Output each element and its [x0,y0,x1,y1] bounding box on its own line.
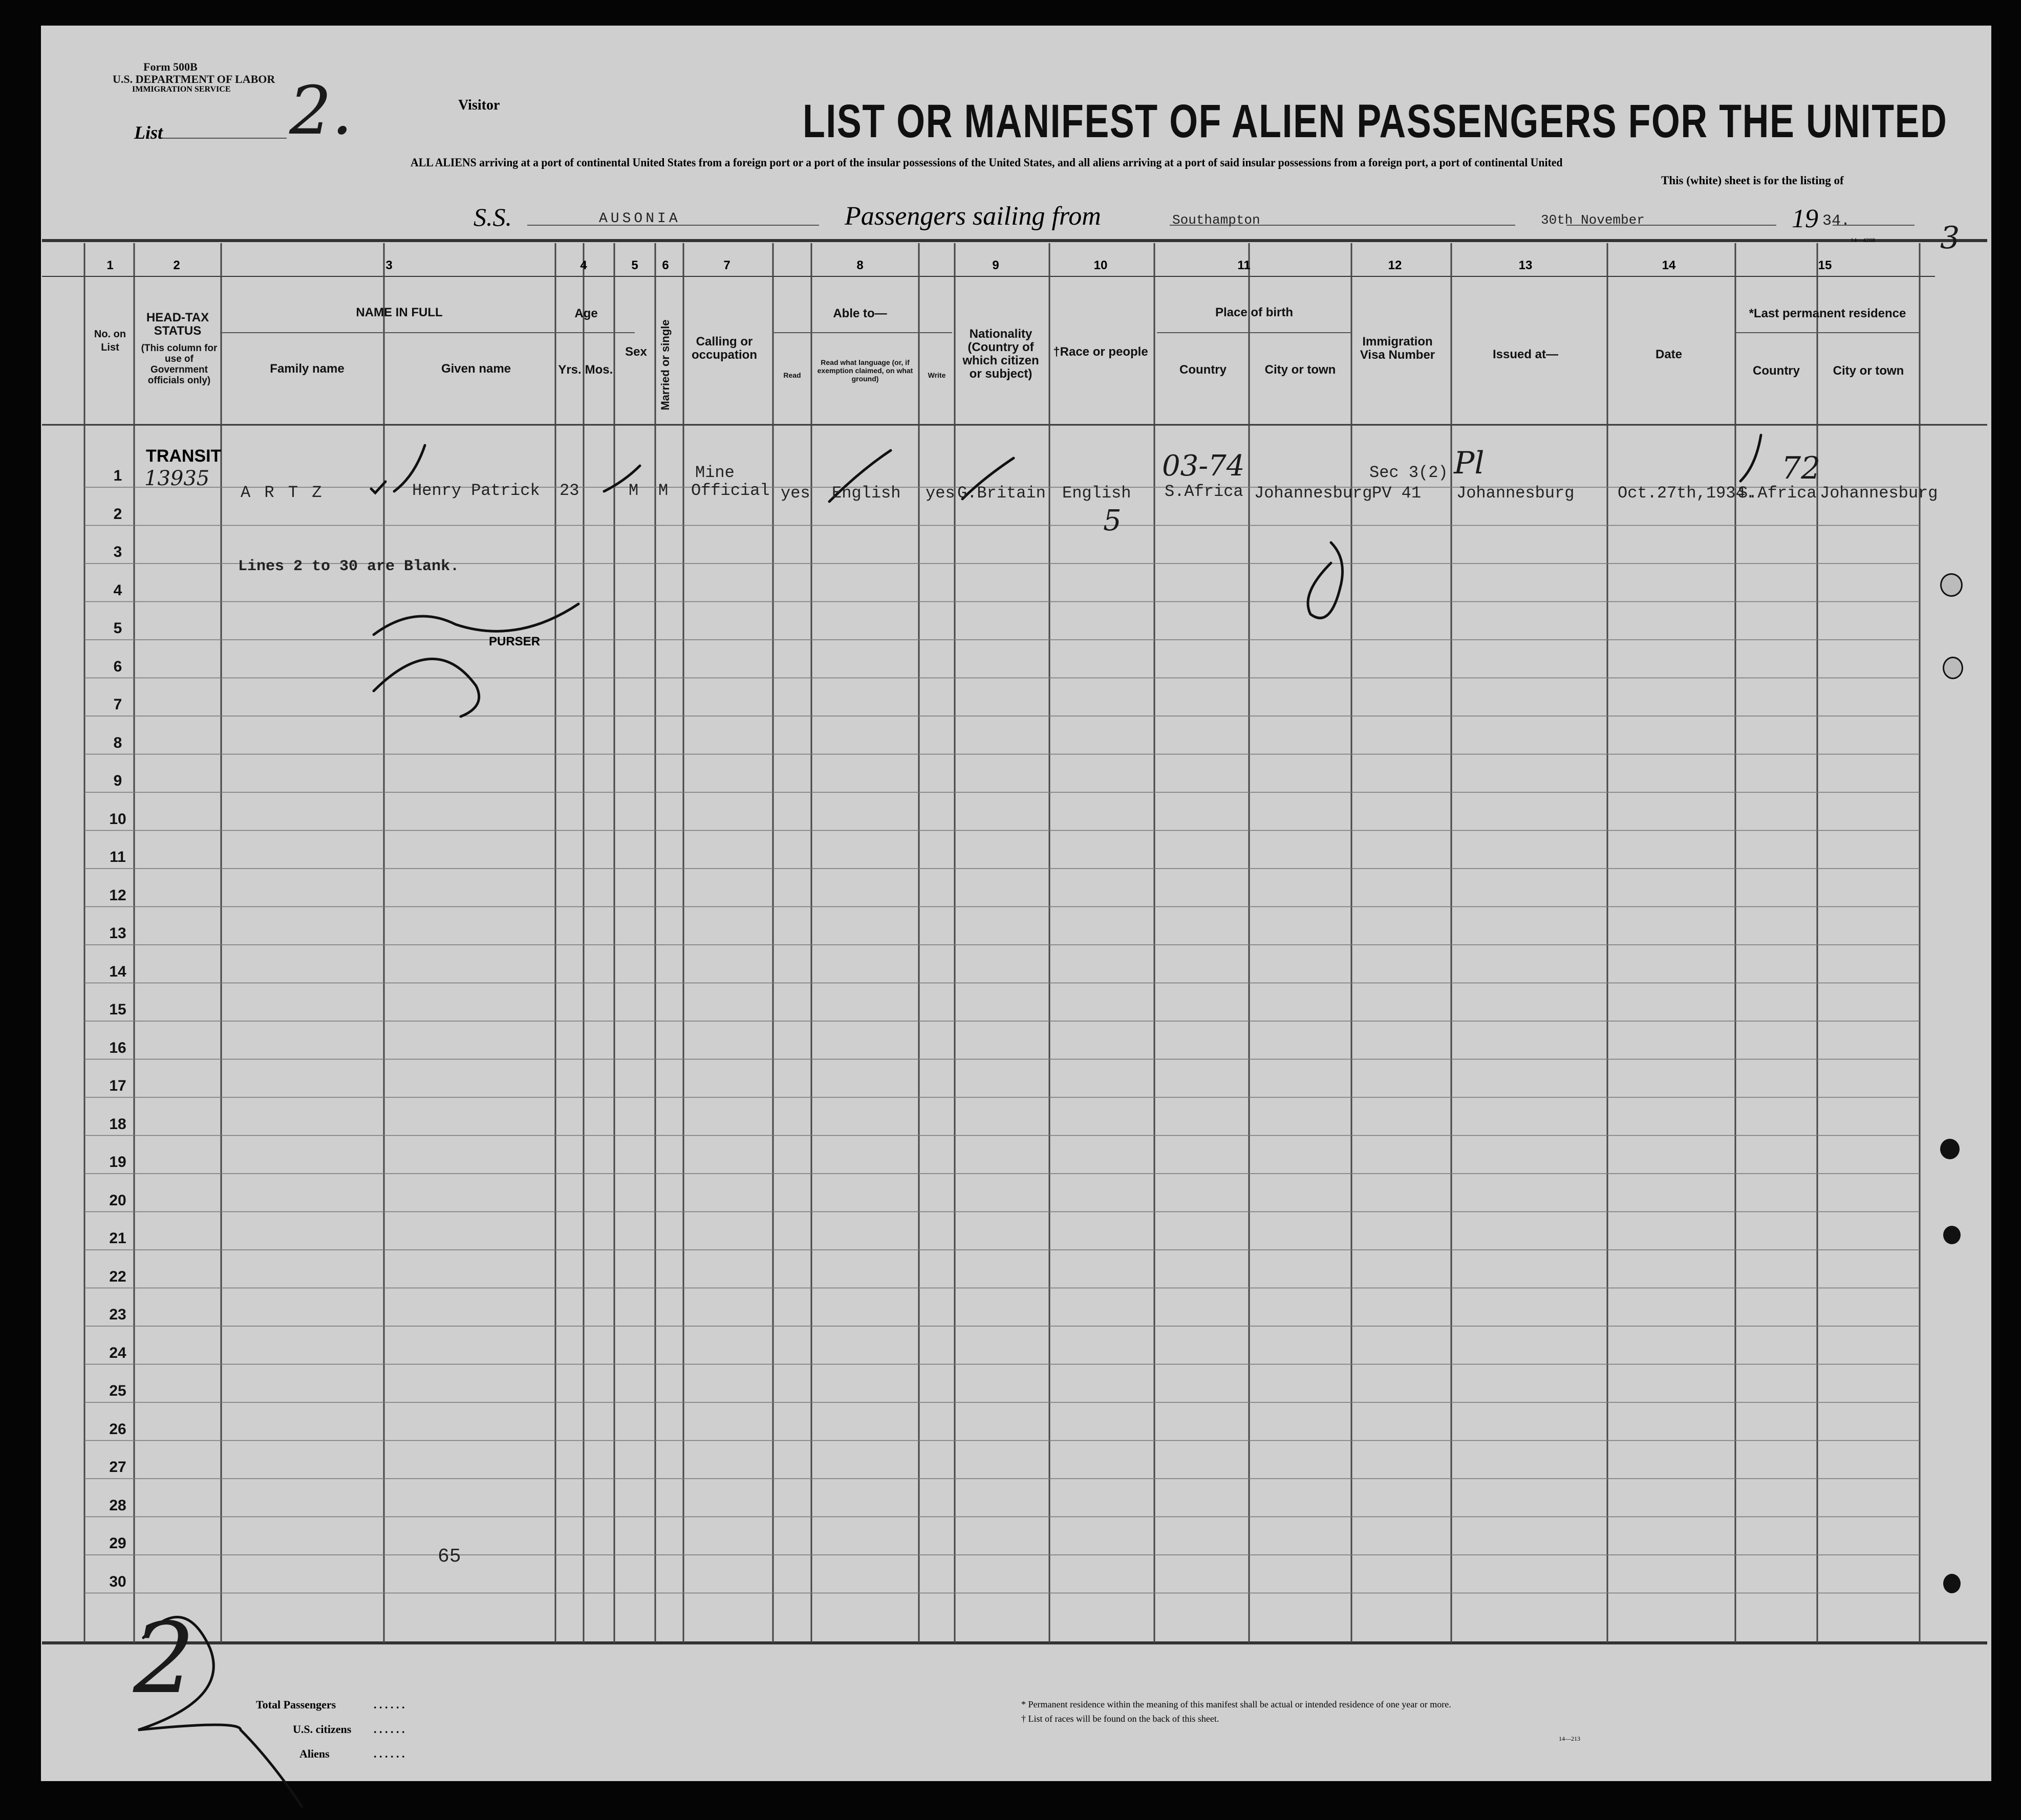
read-language: English [832,484,901,503]
visa-issued-date: Oct.27th,1934. [1618,484,1755,503]
column-number: 7 [723,258,730,272]
row-number: 10 [109,810,126,828]
row-number: 5 [113,620,122,637]
age-years: 23 [560,481,579,500]
column-number: 10 [1093,258,1108,272]
row-number: 17 [109,1077,126,1094]
header-age: Age [574,307,598,320]
us-citizens-dots: . . . . . . [374,1723,405,1736]
header-race: †Race or people [1053,345,1148,359]
row-number: 13 [109,925,126,942]
column-number: 6 [662,258,669,272]
year-suffix: 34. [1822,212,1851,230]
header-issued-at: Issued at— [1492,348,1559,361]
total-passengers-dots: . . . . . . [374,1698,405,1711]
aliens-label: Aliens [299,1747,330,1760]
header-read-language: Read what language (or, if exemption claimed, on what ground) [817,358,913,383]
punch-hole [1943,1226,1961,1244]
header-calling: Calling or occupation [691,335,757,362]
row-number: 27 [109,1459,126,1476]
row-number: 14 [109,963,126,980]
header-able-to: Able to— [833,307,887,320]
visa-issued-at: Johannesburg [1456,484,1575,503]
footnote-residence: * Permanent residence within the meaning of this manifest shall be actual or intended residence of one year or more. [1021,1699,1451,1709]
column-number: 14 [1662,258,1676,272]
header-family-name: Family name [270,362,345,376]
header-yrs: Yrs. [558,363,582,377]
row-number: 23 [109,1306,126,1323]
row-number: 28 [109,1497,126,1514]
punch-hole [1940,573,1963,597]
corner-number: 2 [133,1602,195,1715]
row-number: 25 [109,1382,126,1399]
year-prefix: 19 [1792,204,1818,233]
row-number: 30 [109,1573,126,1590]
visitor-label: Visitor [458,97,500,113]
row-number: 11 [110,849,126,865]
form-number: Form 500B [143,60,198,73]
row-number: 18 [109,1115,126,1133]
header-head-tax: HEAD-TAX STATUS [146,311,209,338]
head-tax-number: 13935 [144,467,210,490]
handwritten-note: 03-74 [1162,449,1245,483]
row-number: 1 [113,467,122,484]
column-number: 5 [631,258,638,272]
header-sex: Sex [625,345,647,359]
header-nationality: Nationality (Country of which citizen or subject) [962,327,1039,381]
column-number: 9 [992,258,999,272]
column-number: 4 [580,258,587,272]
punch-hole [1940,1139,1960,1159]
column-number: 15 [1818,258,1832,272]
row-number: 9 [113,772,122,789]
header-name-in-full: NAME IN FULL [356,306,443,319]
column-number: 11 [1237,258,1251,272]
ss-label: S.S. [474,203,512,231]
row-number: 8 [113,734,122,751]
purser-label: PURSER [489,635,541,648]
handwritten-number: 72 [1781,450,1821,486]
row-number: 2 [113,505,122,523]
ship-name: AUSONIA [599,211,681,227]
blank-lines-note: Lines 2 to 30 are Blank. [238,558,460,575]
residence-city: Johannesburg [1820,484,1938,503]
header-birth-country: Country [1179,363,1227,377]
service-label: IMMIGRATION SERVICE [132,85,231,94]
subtitle-line-2: This (white) sheet is for the listing of [1661,174,1844,187]
header-visa: Immigration Visa Number [1360,335,1435,362]
row-number: 16 [109,1039,126,1056]
subtitle-line-1: ALL ALIENS arriving at a port of continental United States from a foreign port or a port of the insular possessions of the United States, and all aliens arriving at a port of said insular possessions from a foreign port, a port of continental United [411,156,1563,169]
column-number: 1 [106,258,114,272]
header-last-residence: *Last permanent residence [1749,307,1906,320]
row-number: 19 [109,1154,126,1171]
residence-country: S.Africa [1738,484,1817,503]
row-number: 15 [109,1001,126,1018]
corner-mark: 3 [1940,220,1960,256]
nationality: G.Britain [957,484,1046,503]
footer-code: 14—213 [1559,1735,1580,1742]
departure-port: Southampton [1172,212,1260,228]
sex: M [629,481,639,500]
row-number: 26 [109,1420,126,1438]
header-birth-city: City or town [1264,363,1336,377]
header-place-of-birth: Place of birth [1215,306,1294,319]
list-number: 2. [289,72,353,149]
punch-hole [1943,657,1963,679]
handwritten-digit: 5 [1103,504,1122,537]
header-date: Date [1655,348,1683,361]
header-no-on-list: No. on List [94,329,126,353]
head-tax-status: TRANSIT [146,446,222,466]
column-number: 13 [1518,258,1533,272]
row-number: 20 [109,1191,126,1209]
us-citizens-label: U.S. citizens [293,1723,352,1736]
row-number: 3 [113,544,122,560]
header-married: Married or single [659,319,672,410]
visa-line-2: PV 41 [1372,484,1422,503]
stamp-number: 65 [438,1546,461,1568]
family-name: A R T Z [241,483,324,502]
occupation-line-1: Mine [695,463,735,482]
given-name: Henry Patrick [412,481,540,500]
race: English [1062,484,1131,503]
column-number: 8 [856,258,864,272]
header-res-city: City or town [1833,364,1904,378]
row-number: 24 [109,1344,126,1361]
can-write: yes [926,484,955,503]
list-label: List [134,122,163,143]
row-number: 6 [113,658,122,675]
punch-hole [1943,1574,1961,1593]
header-head-tax-note: (This column for use of Government officials only) [141,343,218,386]
row-number: 7 [113,696,122,713]
row-number: 4 [113,581,122,599]
header-given-name: Given name [441,362,511,376]
row-number: 12 [109,886,126,904]
row-number: 22 [109,1268,126,1285]
row-number: 21 [109,1230,126,1247]
married-status: M [658,481,669,500]
total-passengers-label: Total Passengers [256,1698,336,1711]
column-number: 12 [1388,258,1402,272]
header-res-country: Country [1753,364,1800,378]
page-title: LIST OR MANIFEST OF ALIEN PASSENGERS FOR THE UNITED [803,95,1948,147]
handwritten-initial: Pl [1454,445,1485,481]
header-read: Read [783,371,801,379]
birth-country: S.Africa [1165,482,1243,501]
footnote-races: † List of races will be found on the back of this sheet. [1021,1714,1219,1724]
column-number: 2 [173,258,180,272]
departure-date: 30th November [1541,212,1645,228]
department-label: U.S. DEPARTMENT OF LABOR [113,73,275,85]
visa-line-1: Sec 3(2) [1369,463,1448,482]
can-read: yes [781,484,810,503]
header-mos: Mos. [585,363,613,377]
occupation-line-2: Official [691,481,770,500]
birth-city: Johannesburg [1254,484,1372,503]
row-number: 29 [109,1535,126,1552]
sailing-label: Passengers sailing from [845,202,1101,231]
aliens-dots: . . . . . . [374,1747,405,1760]
header-write: Write [928,371,946,379]
form-code: 14—4208 [1851,236,1875,244]
column-number: 3 [385,258,393,272]
